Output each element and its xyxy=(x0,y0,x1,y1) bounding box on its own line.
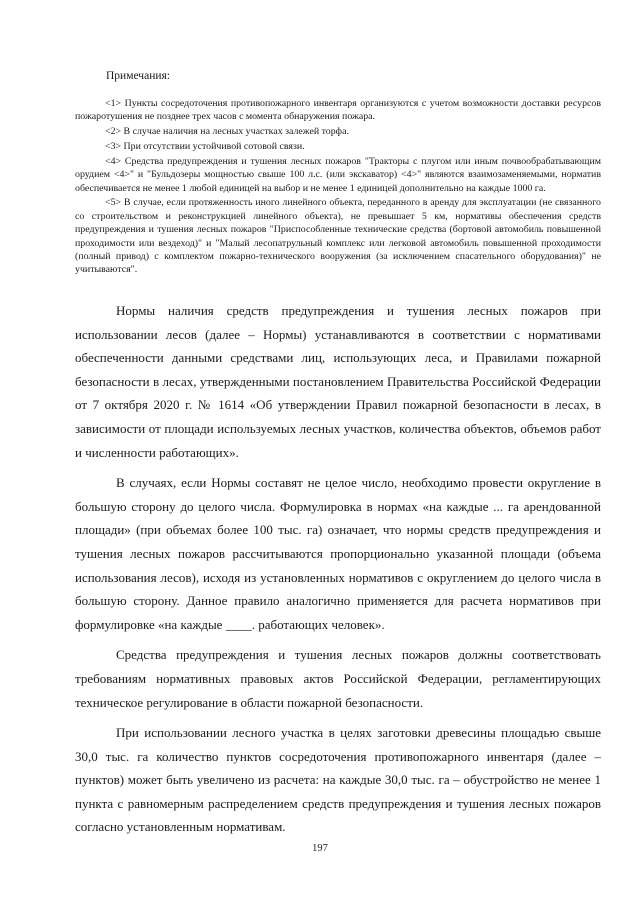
note-item-2: <2> В случае наличия на лесных участках залежей торфа. xyxy=(105,126,349,138)
body-paragraph-3: Средства предупреждения и тушения лесных пожаров должны соответствовать требованиям нормативных правовых актов Российской Федерации, регламентирующих техническое регулирование в области пожарной безопасности. xyxy=(75,647,601,710)
body-paragraph-1: Нормы наличия средств предупреждения и тушения лесных пожаров при использовании лесов (далее – Нормы) устанавливаются в соответствии с нормативами обеспеченности данными средствами лиц, использующих леса, и Правилами пожарной безопасности в лесах, утвержденными постановлением Правительства Российской Федерации от 7 октября 2020 г. № 1614 «Об утверждении Правил пожарной безопасности в лесах, в зависимости от площади используемых лесных участков, количества объектов, объемов работ и численности работающих». xyxy=(75,303,601,460)
note-item-3: <3> При отсутствии устойчивой сотовой связи. xyxy=(105,141,305,152)
body-text xyxy=(75,299,601,846)
notes-heading: Примечания: xyxy=(106,70,170,82)
body-paragraph-4: При использовании лесного участка в целях заготовки древесины площадью свыше 30,0 тыс. га количество пунктов сосредоточения противопожарного инвентаря (далее – пунктов) может быть увеличено из расчета: на каждые 30,0 тыс. га – обустройство не менее 1 пункта с равномерным распределением средств предупреждения и тушения лесных пожаров согласно установленным нормативам. xyxy=(75,725,601,835)
note-item-4: <4> Средства предупреждения и тушения лесных пожаров "Тракторы с плугом или иным почвообрабатывающим орудием <4>" и "Бульдозеры мощностью свыше 100 л.с. (или экскаватор) <4>" являются взаимозаменяемыми, норматив обеспечивается не менее 1 любой единицей на выбор и не менее 1 единицей дополнительно на каждые 1000 га. xyxy=(75,155,601,194)
note-item-5: <5> В случае, если протяженность иного линейного объекта, переданного в аренду для эксплуатации (не связанного со строительством и реконструкцией линейного объекта), не превышает 5 км, нормативы обеспечения средств предупреждения и тушения лесных пожаров "Приспособленные технические средства (бортовой автомобиль повышенной проходимости или вездеход)" и "Малый лесопатрульный комплекс или легковой автомобиль повышенной проходимости (полный привод) с комплектом пожарно-технического вооружения (за исключением спасательного оборудования)" не учитываются". xyxy=(75,197,601,276)
note-item-1: <1> Пункты сосредоточения противопожарного инвентаря организуются с учетом возможности доставки ресурсов пожаротушения не позднее трех часов с момента обнаружения пожара. xyxy=(75,98,601,123)
notes-list xyxy=(75,97,601,278)
body-paragraph-2: В случаях, если Нормы составят не целое число, необходимо провести округление в большую сторону до целого числа. Формулировка в нормах «на каждые ... га арендованной площади» (при объемах более 100 тыс. га) означает, что нормы средств предупреждения и тушения лесных пожаров рассчитываются пропорционально указанной площади (объема использования лесов), исходя из установленных нормативов с округлением до целого числа в большую сторону. Данное правило аналогично применяется для расчета нормативов при формулировке «на каждые ____. работающих человек». xyxy=(75,475,601,632)
page-number: 197 xyxy=(312,843,328,854)
